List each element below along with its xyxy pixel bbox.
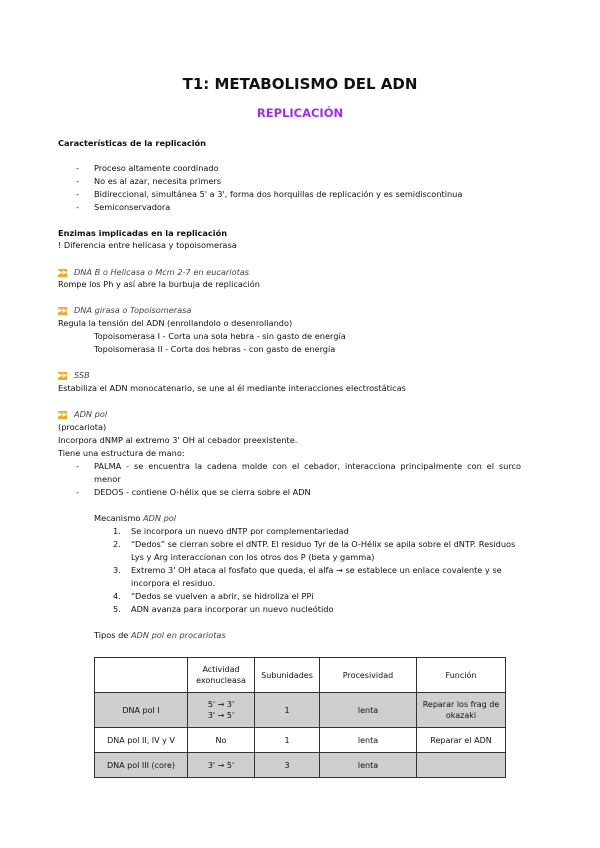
fast-forward-icon: ▶▶ — [58, 371, 68, 379]
ssb-desc: Estabiliza el ADN monocatenario, se une al él mediante interacciones electrostáticas — [58, 383, 406, 393]
step-number: 5. — [113, 604, 121, 614]
table-row — [95, 753, 506, 778]
table-cell: DNA pol II, IV y V — [95, 728, 188, 753]
step-number: 4. — [113, 591, 121, 601]
list-item: Proceso altamente coordinado — [94, 163, 219, 173]
table-cell: 3' → 5' — [188, 753, 255, 778]
table-cell: 1 — [255, 728, 320, 753]
table-cell: lenta — [320, 753, 417, 778]
mechanism-step: Extremo 3' OH ataca al fosfato que queda, el alfa → se establece un enlace covalente y se — [131, 565, 502, 575]
table-cell: Subunidades — [255, 658, 320, 693]
bullet: - — [76, 176, 79, 186]
table-cell: Procesividad — [320, 658, 417, 693]
adnpol-line: (procariota) — [58, 422, 107, 432]
mechanism-step: incorpora el residuo. — [131, 578, 216, 588]
table-cell: DNA pol I — [95, 693, 188, 728]
enzyme-girasa: ▶▶ DNA girasa o Topoisomerasa — [58, 305, 192, 315]
palma-cont: menor — [94, 474, 121, 484]
table-cell: DNA pol III (core) — [95, 753, 188, 778]
table-cell: Reparar los frag de okazaki — [417, 693, 506, 728]
list-item: Bidireccional, simultánea 5' a 3', forma dos horquillas de replicación y es semidiscontinua — [94, 189, 463, 199]
bullet: - — [76, 163, 79, 173]
tipos-label: Tipos de ADN pol en procariotas — [94, 630, 226, 640]
step-number: 1. — [113, 526, 121, 536]
section-title: REPLICACIÓN — [256, 106, 344, 120]
heading-enzimas: Enzimas implicadas en la replicación — [58, 228, 228, 238]
fast-forward-icon: ▶▶ — [58, 410, 68, 418]
adnpol-line: Tiene una estructura de mano: — [58, 448, 185, 458]
page-title: T1: METABOLISMO DEL ADN — [182, 75, 418, 93]
mecanismo-label: Mecanismo ADN pol — [94, 513, 177, 523]
enzyme-adnpol: ▶▶ ADN pol — [58, 409, 108, 419]
table-cell: 1 — [255, 693, 320, 728]
topo1: Topoisomerasa I - Corta una sola hebra - sin gasto de energía — [94, 331, 346, 341]
fast-forward-icon: ▶▶ — [58, 268, 68, 276]
step-number: 2. — [113, 539, 121, 549]
palma: PALMA - se encuentra la cadena molde con el cebador, interacciona principalmente con el surco — [94, 461, 522, 471]
helicasa-desc: Rompe los Ph y así abre la burbuja de replicación — [58, 279, 260, 289]
table-cell — [95, 658, 188, 693]
heading-caracteristicas: Características de la replicación — [58, 138, 206, 148]
mechanism-step: “Dedos se vuelven a abrir, se hidroliza el PPi — [131, 591, 314, 601]
list-item: Semiconservadora — [94, 202, 171, 212]
table-header — [95, 658, 506, 693]
list-item: No es al azar, necesita primers — [94, 176, 222, 186]
mechanism-step: Lys y Arg interaccionan con los otros dos P (beta y gamma) — [131, 552, 375, 562]
adnpol-line: Incorpora dNMP al extremo 3' OH al cebador preexistente. — [58, 435, 298, 445]
table-cell: lenta — [320, 728, 417, 753]
note: ! Diferencia entre helicasa y topoisomerasa — [58, 240, 237, 250]
bullet: - — [76, 189, 79, 199]
mechanism-step: “Dedos” se cierran sobre el dNTP. El residuo Tyr de la O-Hélix se apila sobre el dNTP. Residuos — [131, 539, 516, 549]
table-cell: 3 — [255, 753, 320, 778]
table-cell: lenta — [320, 693, 417, 728]
dedos: DEDOS - contiene O-hélix que se cierra sobre el ADN — [94, 487, 311, 497]
girasa-desc: Regula la tensión del ADN (enrollandolo o desenrollando) — [58, 318, 293, 328]
table-row — [95, 728, 506, 753]
enzyme-helicasa: ▶▶ DNA B o Helicasa o Mcm 2-7 en eucariotas — [58, 267, 250, 277]
table-cell: No — [188, 728, 255, 753]
topo2: Topoisomerasa II - Corta dos hebras - con gasto de energía — [94, 344, 336, 354]
mechanism-step: ADN avanza para incorporar un nuevo nucleótido — [131, 604, 334, 614]
table-cell: 5' → 3' 3' → 5' — [188, 693, 255, 728]
bullet: - — [76, 202, 79, 212]
enzyme-ssb: ▶▶ SSB — [58, 370, 90, 380]
table-row — [95, 693, 506, 728]
step-number: 3. — [113, 565, 121, 575]
adn-pol-table — [94, 657, 506, 778]
table-cell: Función — [417, 658, 506, 693]
table-cell: Actividad exonucleasa — [188, 658, 255, 693]
mechanism-step: Se incorpora un nuevo dNTP por complementariedad — [131, 526, 349, 536]
fast-forward-icon: ▶▶ — [58, 306, 68, 314]
table-cell — [417, 753, 506, 778]
table-cell: Reparar el ADN — [417, 728, 506, 753]
